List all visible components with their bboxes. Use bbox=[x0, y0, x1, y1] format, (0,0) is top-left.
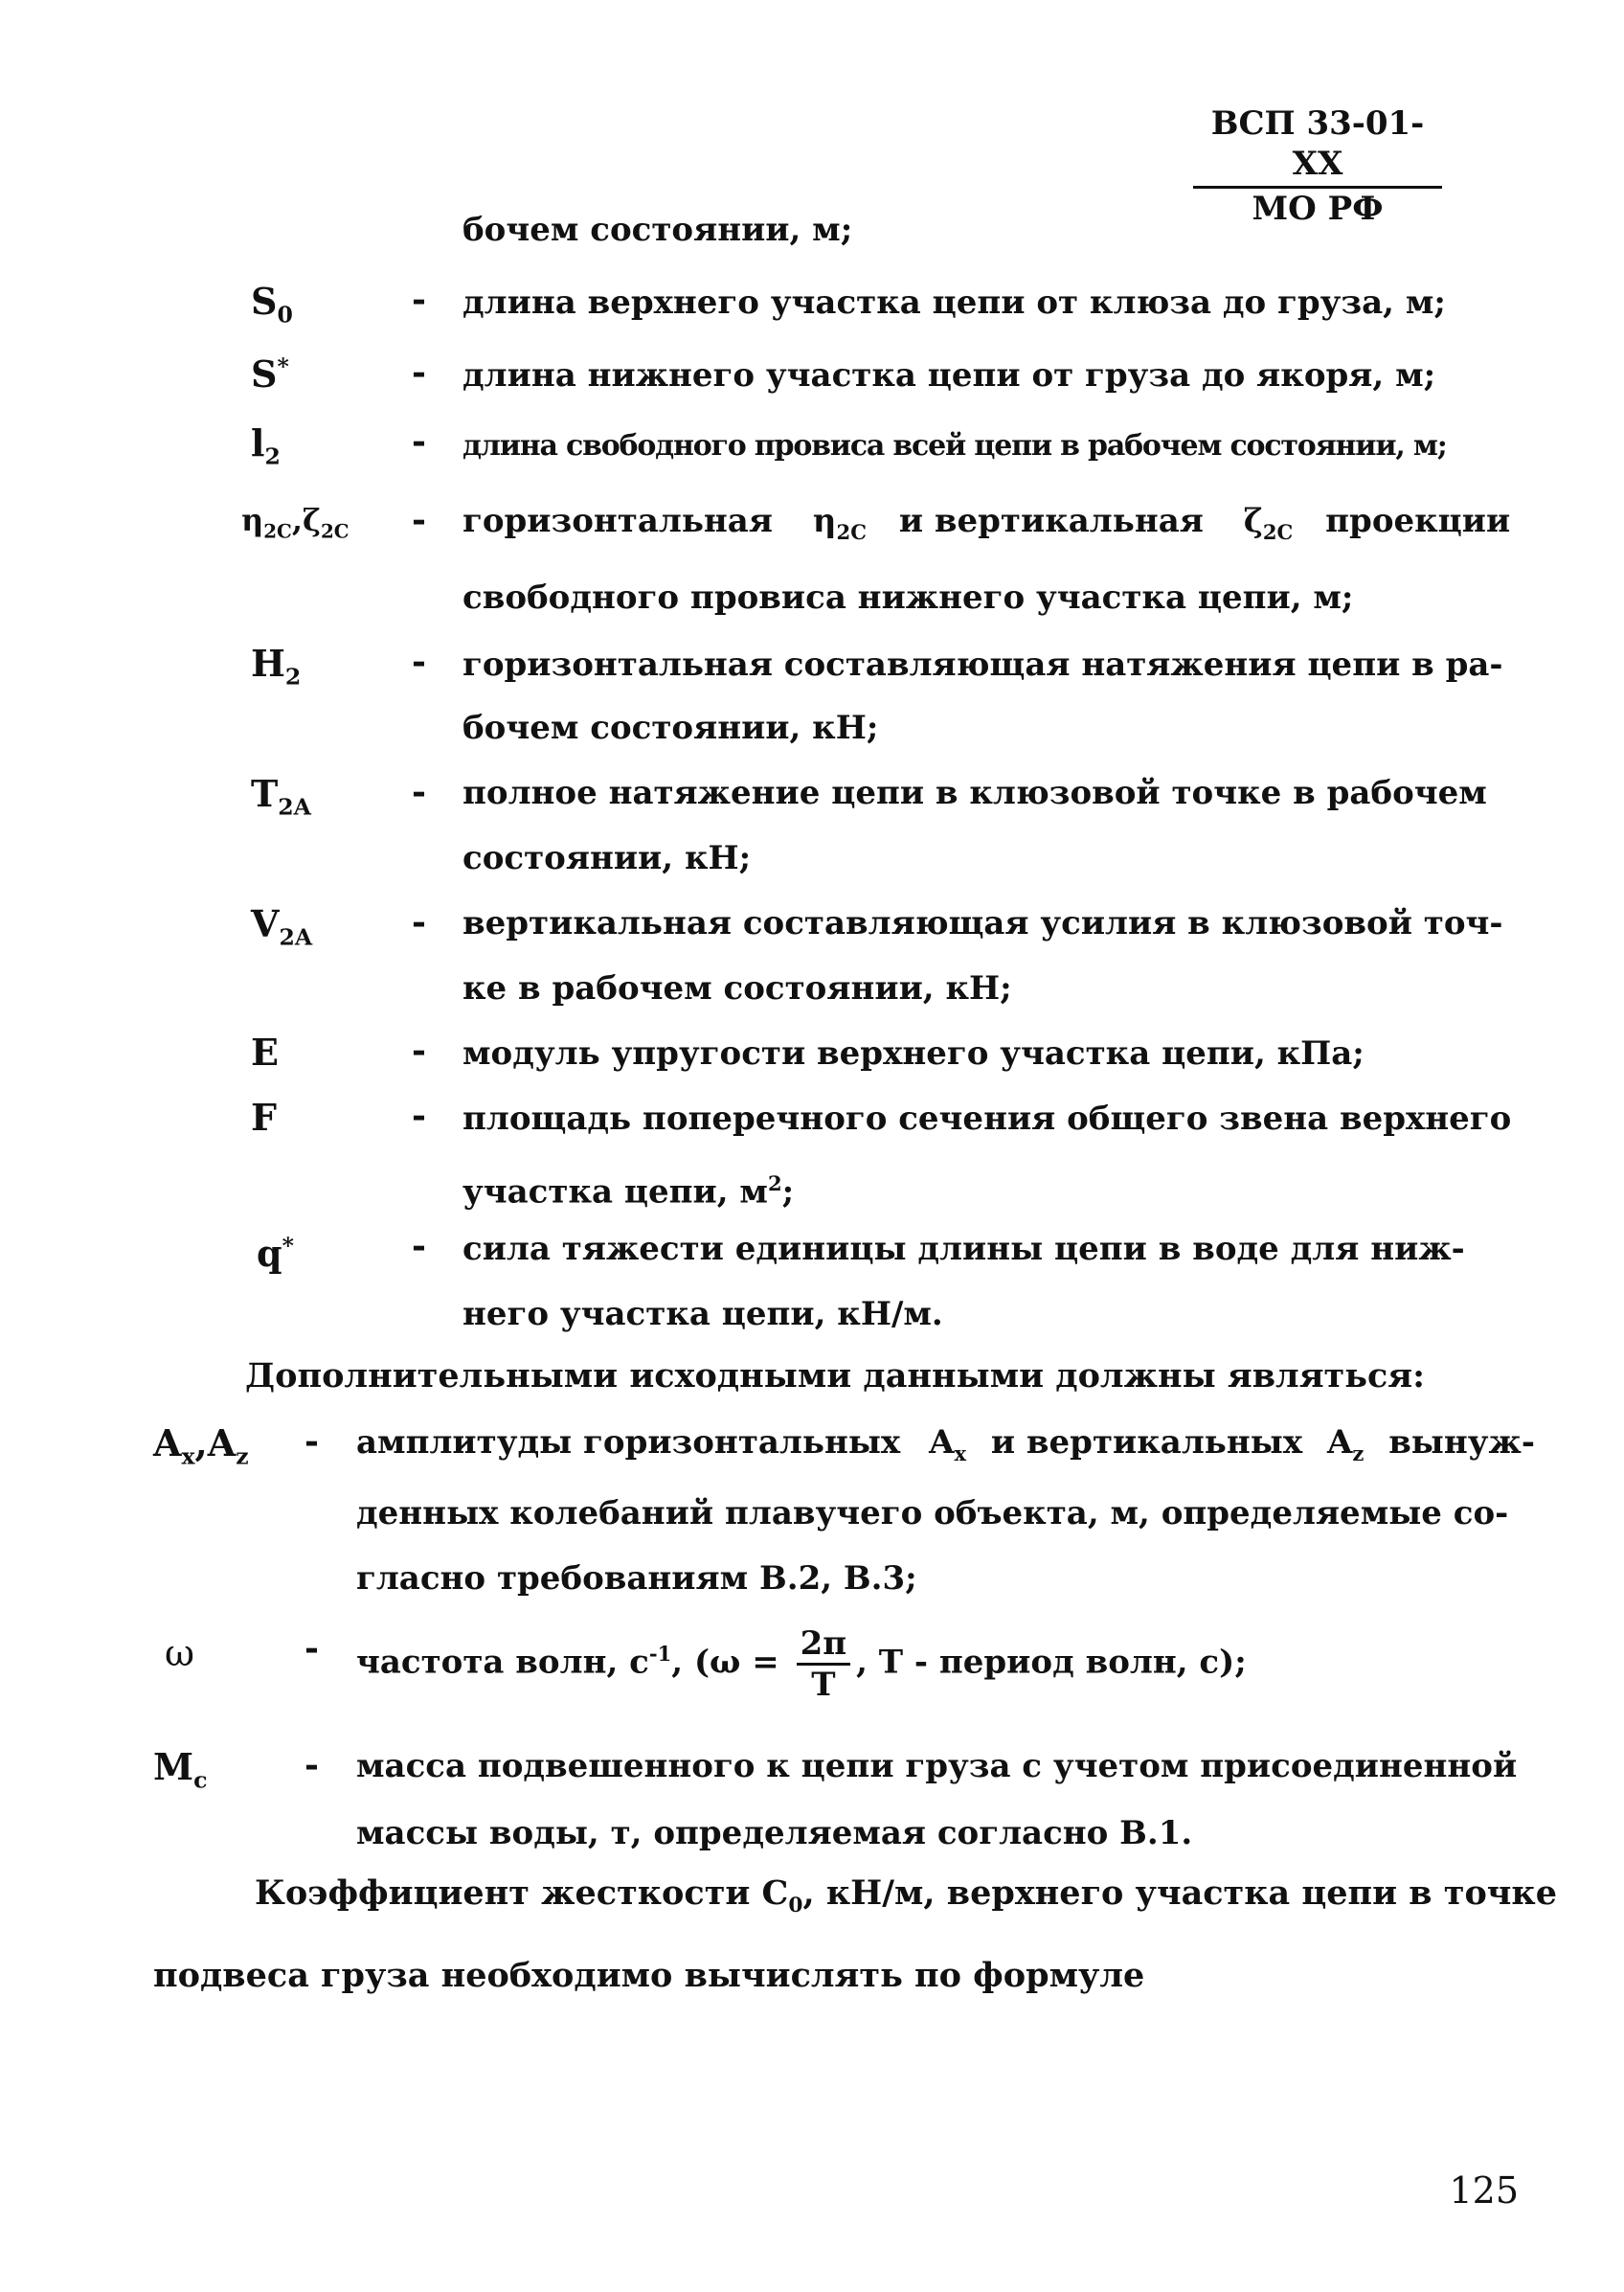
symbol-q-star: q* bbox=[257, 1232, 294, 1275]
definition-text: гласно требованиям В.2, В.3; bbox=[356, 1559, 917, 1598]
symbol-ax-az: $A_x,A_z$ bbox=[153, 1421, 249, 1470]
symbol-l2: $l_2$ bbox=[251, 421, 281, 470]
definition-text: бочем состоянии, кН; bbox=[462, 709, 879, 747]
symbol-e: E bbox=[251, 1031, 279, 1074]
fraction: $\frac{2\pi}{T}$ bbox=[797, 1624, 851, 1704]
definition-text: горизонтальная составляющая натяжения цепи в ра- bbox=[462, 646, 1503, 684]
definition-text: полное натяжение цепи в клюзовой точке в рабочем bbox=[462, 774, 1487, 812]
symbol-s-star: S* bbox=[251, 352, 289, 396]
continuation-text: бочем состоянии, м; bbox=[462, 211, 853, 249]
definition-text: длина свободного провиса всей цепи в рабочем состоянии, м; bbox=[462, 429, 1447, 463]
definition-text: длина верхнего участка цепи от клюза до груза, м; bbox=[462, 284, 1446, 322]
definition-text: сила тяжести единицы длины цепи в воде для ниж- bbox=[462, 1230, 1465, 1268]
dash: - bbox=[412, 642, 426, 682]
symbol-t2a: $T_{2A}$ bbox=[251, 772, 311, 821]
dash: - bbox=[304, 1628, 319, 1668]
definition-text: модуль упругости верхнего участка цепи, кПа; bbox=[462, 1034, 1365, 1073]
definition-text: денных колебаний плавучего объекта, м, определяемые со- bbox=[356, 1494, 1509, 1532]
definition-text: него участка цепи, кН/м. bbox=[462, 1295, 943, 1333]
additional-intro: Дополнительными исходными данными должны являться: bbox=[245, 1356, 1426, 1396]
symbol-v2a: $V_{2A}$ bbox=[251, 902, 313, 951]
dash: - bbox=[412, 1031, 426, 1071]
definition-text: масса подвешенного к цепи груза с учетом присоединенной bbox=[356, 1747, 1518, 1785]
closing-line-1: Коэффициент жесткости $C_0$, кН/м, верхнего участка цепи в точке bbox=[255, 1873, 1557, 1918]
page-number: 125 bbox=[1449, 2169, 1519, 2212]
symbol-eta-zeta: $\eta_{2C},\zeta_{2C}$ bbox=[241, 502, 350, 543]
ministry-code: МО РФ bbox=[1252, 190, 1384, 228]
dash: - bbox=[412, 772, 426, 812]
definition-text: свободного провиса нижнего участка цепи, м; bbox=[462, 579, 1354, 617]
symbol-s0: $S_0$ bbox=[251, 280, 293, 329]
definition-text: ке в рабочем состоянии, кН; bbox=[462, 969, 1012, 1008]
dash: - bbox=[412, 500, 426, 540]
dash: - bbox=[412, 1096, 426, 1136]
dash: - bbox=[412, 421, 426, 462]
definition-text: длина нижнего участка цепи от груза до якоря, м; bbox=[462, 356, 1436, 395]
dash: - bbox=[304, 1745, 319, 1785]
frequency-formula: частота волн, $с^{-1}$, (ω = $\frac{2\pi}{T}$ , T - период волн, с); bbox=[356, 1624, 1247, 1704]
definition-text: амплитуды горизонтальных $A_x$ и вертикальных $A_z$ вынуж- bbox=[356, 1423, 1535, 1465]
definition-text: участка цепи, $м^2$; bbox=[462, 1171, 795, 1212]
dash: - bbox=[412, 352, 426, 393]
symbol-omega: ω bbox=[165, 1632, 194, 1674]
definition-text: площадь поперечного сечения общего звена верхнего bbox=[462, 1100, 1512, 1138]
symbol-h2: $H_2$ bbox=[251, 642, 302, 691]
dash: - bbox=[412, 280, 426, 320]
dash: - bbox=[412, 1226, 426, 1266]
definition-text: состоянии, кН; bbox=[462, 839, 752, 877]
closing-line-2: подвеса груза необходимо вычислять по формуле bbox=[153, 1956, 1145, 1995]
standard-code: ВСП 33-01-XX bbox=[1193, 103, 1442, 189]
definition-text: массы воды, т, определяемая согласно В.1. bbox=[356, 1814, 1193, 1852]
definition-text: горизонтальная $\eta_{2C}$ и вертикальная $\zeta_{2C}$ проекции bbox=[462, 502, 1511, 544]
definition-text: вертикальная составляющая усилия в клюзовой точ- bbox=[462, 904, 1503, 942]
dash: - bbox=[304, 1421, 319, 1462]
symbol-f: F bbox=[251, 1096, 277, 1139]
dash: - bbox=[412, 902, 426, 942]
symbol-mc: $M_c$ bbox=[153, 1745, 208, 1794]
document-header bbox=[1193, 103, 1442, 229]
